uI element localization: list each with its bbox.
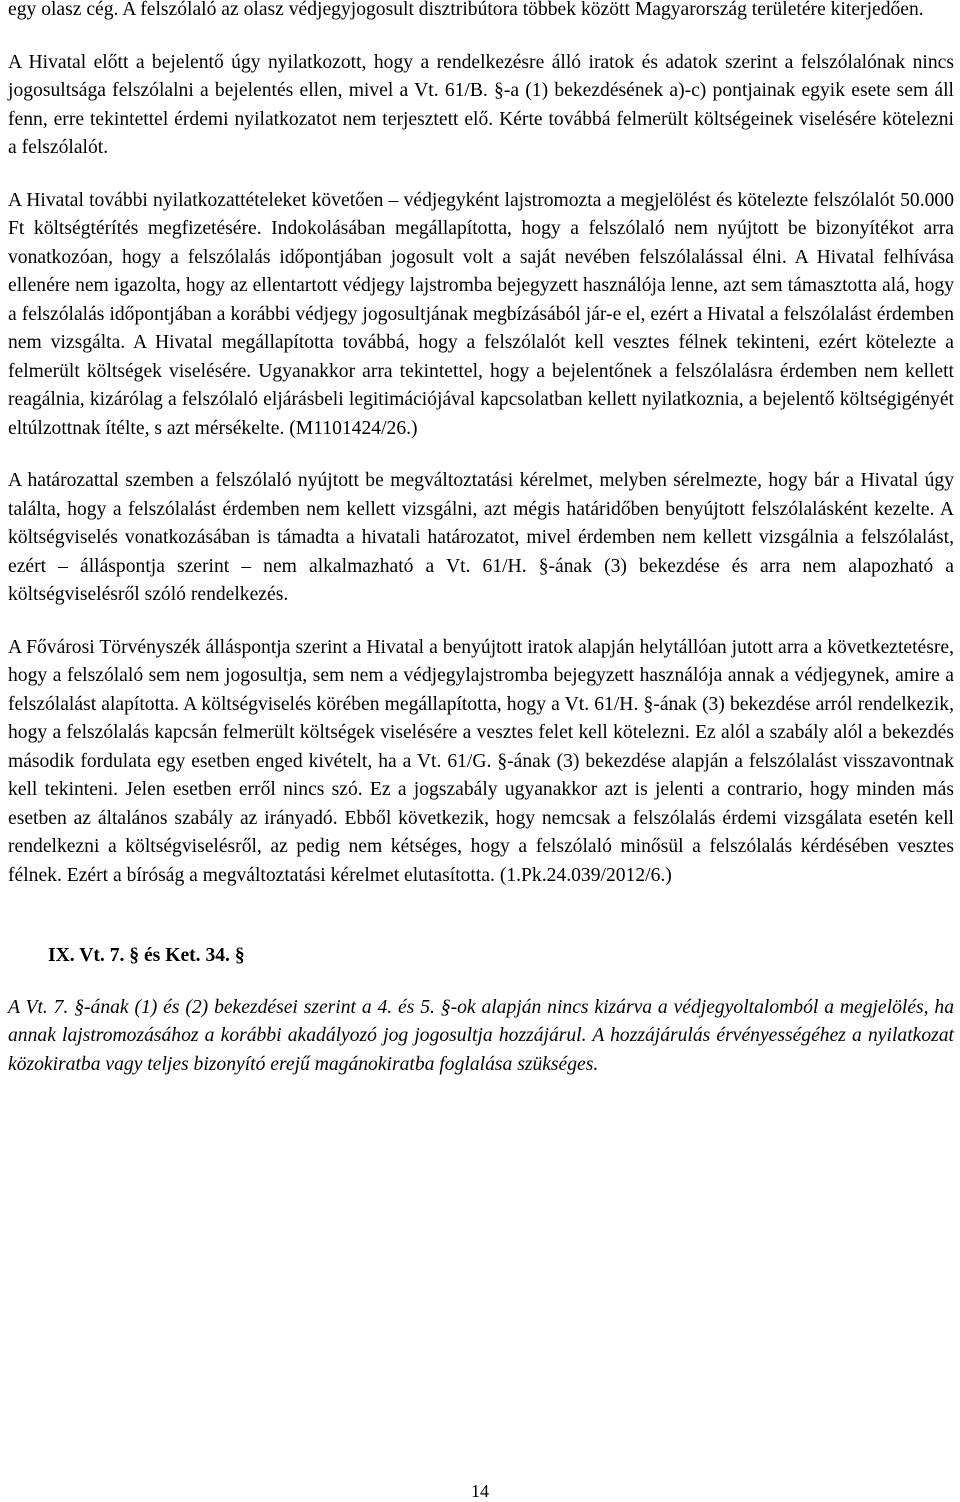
paragraph-italic-statute: A Vt. 7. §-ának (1) és (2) bekezdései szerint a 4. és 5. §-ok alapján nincs kizárva a védjegyoltalomból a megjelölés, ha annak lajstromozásához a korábbi akadályozó jog jogosultja hozzájárul. A hozzájárulás érvényességéhez a nyilatkozat közokiratba vagy teljes bizonyító erejű magánokiratba foglalása szükséges. (8, 996, 954, 1075)
paragraph-court-opinion: A Fővárosi Törvényszék álláspontja szerint a Hivatal a benyújtott iratok alapján helytállóan jutott arra a következtetésre, hogy a felszólaló sem nem jogosultja, sem nem a védjegylajstromba bejegyzett használója annak a védjegynek, amire a felszólalást alapította. A költségviselés körében megállapította, hogy a Vt. 61/H. §-ának (3) bekezdése arról rendelkezik, hogy a felszólalás kapcsán felmerült költségek viselésére a vesztes felet kell kötelezni. Ez alól a szabály alól a bekezdés második fordulata egy esetben enged kivételt, ha a Vt. 61/G. §-ának (3) bekezdése alapján a felszólalást visszavontnak kell tekinteni. Jelen esetben erről nincs szó. Ez a jogszabály ugyanakkor azt is jelenti a contrario, hogy minden más esetben az általános szabály az irányadó. Ebből következik, hogy nemcsak a felszólalás érdemi vizsgálata esetén kell rendelkezni a költségviselésről, az pedig nem kétséges, hogy a felszólaló minősül a felszólalás kérdésében vesztes félnek. Ezért a bíróság a megváltoztatási kérelmet elutasította. (1.Pk.24.039/2012/6.) (8, 636, 954, 886)
paragraph-appeal: A határozattal szemben a felszólaló nyújtott be megváltoztatási kérelmet, melyben sérelmezte, hogy bár a Hivatal úgy találta, hogy a felszólalást érdemben nem kellett vizsgálni, azt mégis határidőben benyújtott felszólalásként kezelte. A költségviselés vonatkozásában is támadta a hivatali határozatot, mivel érdemben nem kellett vizsgálnia a felszólalást, ezért – álláspontja szerint – nem alkalmazható a Vt. 61/H. §-ának (3) bekezdése és arra nem alapozható a költségviselésről szóló rendelkezés. (8, 470, 954, 605)
paragraph-office-decision: A Hivatal további nyilatkozattételeket követően – védjegyként lajstromozta a megjelölést és kötelezte felszólalót 50.000 Ft költségtérítés megfizetésére. Indokolásában megállapította, hogy a felszólaló nem nyújtott be bizonyítékot arra vonatkozóan, hogy a felszólalás időpontjában jogosult volt a saját nevében felszólalással élni. A Hivatal felhívása ellenére nem igazolta, hogy az ellentartott védjegy lajstromba bejegyzett használója lenne, azt sem támasztotta alá, hogy a felszólalás időpontjában a korábbi védjegy jogosultjának megbízásából jár-e el, ezért a Hivatal a felszólalást érdemben nem vizsgálta. A Hivatal megállapította továbbá, hogy a felszólalót kell vesztes félnek tekinteni, ezért kötelezte a felmerült költségek viselésére. Ugyanakkor arra tekintettel, hogy a bejelentőnek a felszólalásra érdemben nem kellett reagálnia, kizárólag a felszólaló eljárásbeli legitimációjával kapcsolatban kellett nyilatkoznia, a bejelentő költségigényét eltúlzottnak ítélte, s azt mérsékelte. (M1101424/26.) (8, 189, 954, 439)
section-heading: IX. Vt. 7. § és Ket. 34. § (48, 945, 245, 966)
page-number: 14 (471, 1481, 489, 1501)
document-page (8, 0, 954, 1079)
paragraph-applicant-statement: A Hivatal előtt a bejelentő úgy nyilatkozott, hogy a rendelkezésre álló iratok és adatok szerint a felszólalónak nincs jogosultsága felszólalni a bejelentés ellen, mivel a Vt. 61/B. §-a (1) bekezdésének a)-c) pontjainak egyik esete sem áll fenn, erre tekintettel érdemi nyilatkozatot nem terjesztett elő. Kérte továbbá felmerült költségeinek viselésére kötelezni a felszólalót. (8, 51, 954, 158)
paragraph-intro: egy olasz cég. A felszólaló az olasz védjegyjogosult disztribútora többek között Magyarország területére kiterjedően. (8, 0, 924, 20)
